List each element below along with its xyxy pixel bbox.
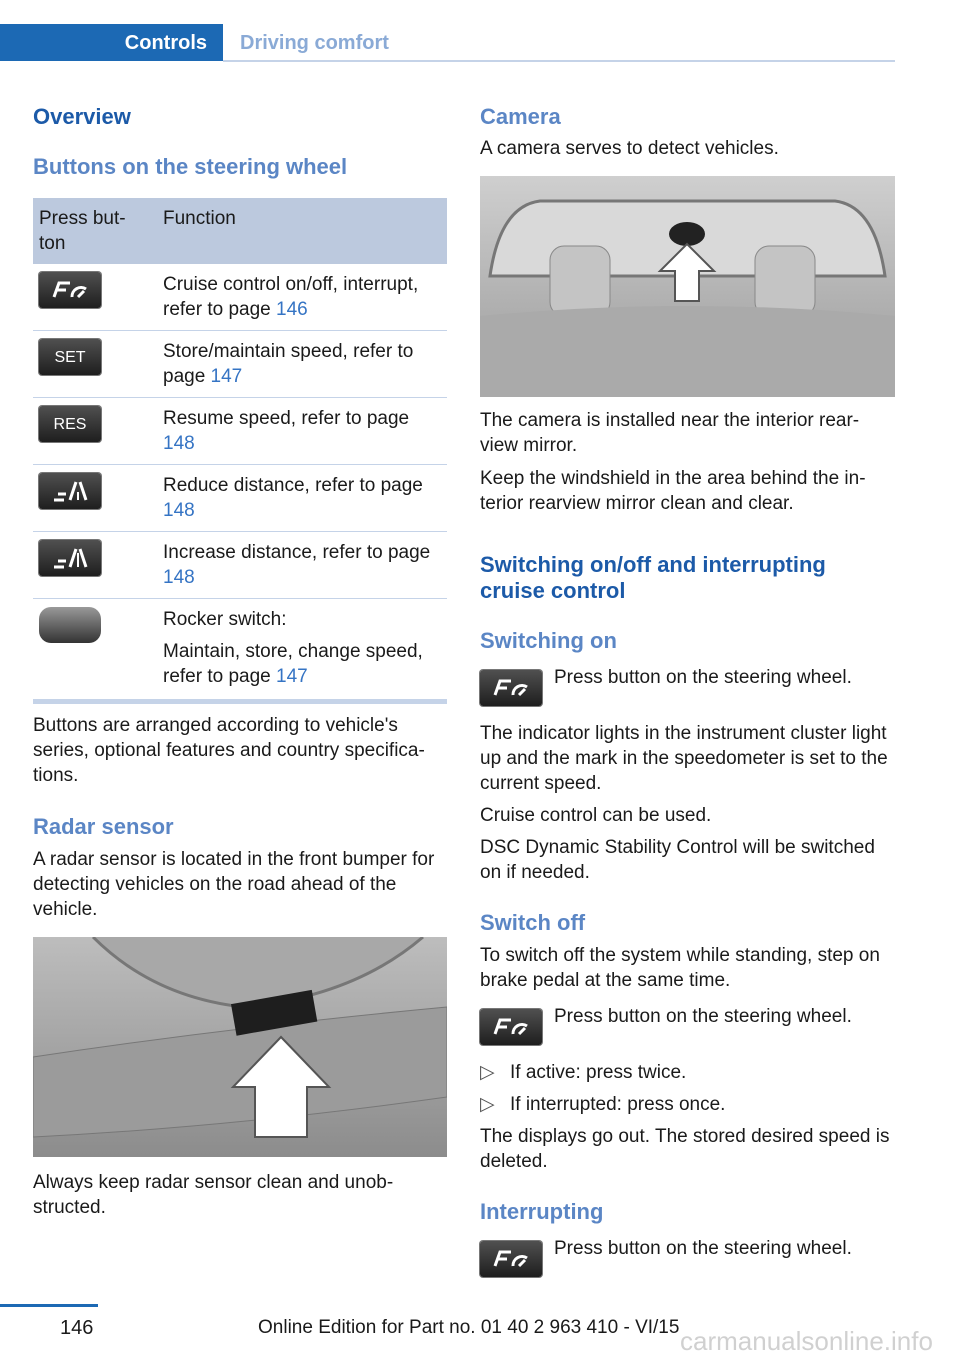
- row-text: Cruise control on/off, interrupt, refer to page: [163, 274, 419, 320]
- buttons-heading: Buttons on the steering wheel: [33, 154, 348, 179]
- row-text: Rocker switch:: [163, 609, 287, 630]
- interrupting-heading: Interrupting: [480, 1199, 604, 1224]
- switch-off-heading: Switch off: [480, 910, 586, 935]
- header-tab-label: Controls: [124, 32, 207, 54]
- page-link[interactable]: 148: [163, 567, 195, 588]
- switching-heading: Switching on/off and interrupting cruise control: [480, 552, 826, 603]
- camera-text: A camera serves to detect vehicles.: [480, 138, 779, 159]
- cruise-control-icon: [480, 1241, 542, 1277]
- radar-clean-text: Always keep radar sensor clean and unob-structed.: [33, 1172, 394, 1218]
- camera-heading: Camera: [480, 104, 561, 129]
- reduce-distance-icon: [39, 473, 101, 509]
- row-function: [157, 465, 447, 532]
- row-function: [157, 331, 447, 398]
- table-row: [33, 398, 447, 465]
- switching-on-heading: Switching on: [480, 628, 617, 653]
- row-function: [157, 532, 447, 599]
- cruise-control-icon: [480, 670, 542, 706]
- row-function: [157, 599, 447, 702]
- header-section: Driving comfort: [240, 32, 389, 54]
- page-link[interactable]: 147: [276, 666, 308, 687]
- edition-text: Online Edition for Part no. 01 40 2 963 410 - VI/15: [258, 1317, 680, 1338]
- rocker-switch-icon: [39, 607, 101, 643]
- row-text: Maintain, store, change speed, refer to page: [163, 641, 423, 687]
- bullet-icon: ▷: [480, 1094, 495, 1115]
- footer-rule: [0, 1304, 98, 1307]
- bullet-icon: ▷: [480, 1062, 495, 1083]
- page-link[interactable]: 148: [163, 500, 195, 521]
- buttons-table: [33, 198, 447, 704]
- switch-off-text: To switch off the system while standing, step on brake pedal at the same time.: [480, 945, 880, 991]
- overview-heading: Overview: [33, 104, 131, 129]
- radar-text: A radar sensor is located in the front bumper for detecting vehicles on the road ahead of the vehicle.: [33, 849, 435, 920]
- press-button-text: Press button on the steering wheel.: [554, 1238, 852, 1259]
- list-item: [480, 1060, 686, 1085]
- set-icon: SET: [39, 339, 101, 375]
- res-icon: RES: [39, 406, 101, 442]
- table-row: [33, 264, 447, 331]
- table-row: [33, 532, 447, 599]
- watermark: carmanualsonline.info: [680, 1326, 933, 1356]
- row-function: [157, 398, 447, 465]
- press-button-text: Press button on the steering wheel.: [554, 1006, 852, 1027]
- camera-installed-text: The camera is installed near the interior rear-view mirror.: [480, 410, 860, 456]
- list-item: [480, 1092, 725, 1117]
- table-row: [33, 599, 447, 702]
- dsc-text: DSC Dynamic Stability Control will be switched on if needed.: [480, 837, 875, 883]
- row-text: Store/maintain speed, refer to page: [163, 341, 414, 387]
- col-header-function: Function: [157, 198, 447, 264]
- radar-sensor-image: [33, 937, 447, 1157]
- displays-text: The displays go out. The stored desired speed is deleted.: [480, 1126, 890, 1172]
- camera-image: [480, 176, 895, 397]
- row-text: Resume speed, refer to page: [163, 408, 410, 429]
- table-row: [33, 465, 447, 532]
- list-item-text: If active: press twice.: [510, 1062, 687, 1083]
- row-text: Increase distance, refer to page: [163, 542, 431, 563]
- page-link[interactable]: 148: [163, 433, 195, 454]
- increase-distance-icon: [39, 540, 101, 576]
- page-number: 146: [60, 1317, 94, 1339]
- header-tab: [0, 24, 223, 61]
- row-function: [157, 264, 447, 331]
- arrangement-text: Buttons are arranged according to vehicle's series, optional features and country specifica-tions.: [33, 715, 425, 786]
- table-header-row: [33, 198, 447, 264]
- page-link[interactable]: 147: [210, 366, 243, 387]
- press-button-text: Press button on the steering wheel.: [554, 667, 852, 688]
- can-be-used-text: Cruise control can be used.: [480, 805, 712, 826]
- list-item-text: If interrupted: press once.: [510, 1094, 726, 1115]
- col-header-press: Press but-ton: [33, 198, 157, 264]
- row-text: Reduce distance, refer to page: [163, 475, 423, 496]
- radar-heading: Radar sensor: [33, 814, 174, 839]
- cruise-control-icon: [39, 272, 101, 308]
- cruise-control-icon: [480, 1009, 542, 1045]
- header-rule: [223, 60, 895, 62]
- page-link[interactable]: 146: [276, 299, 308, 320]
- indicator-text: The indicator lights in the instrument cluster light up and the mark in the speedometer is set to the current speed.: [480, 723, 888, 794]
- camera-keep-text: Keep the windshield in the area behind the in-terior rearview mirror clean and clear.: [480, 468, 866, 514]
- table-row: [33, 331, 447, 398]
